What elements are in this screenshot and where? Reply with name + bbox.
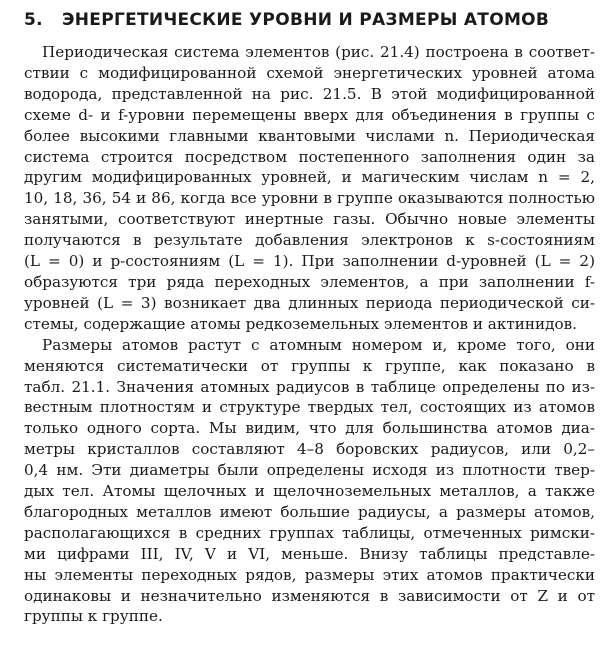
text-line: благородных металлов имеют большие радиусы, а размеры атомов,	[24, 502, 595, 521]
text-line: получаются в результате добавления электронов к s-состояниям	[24, 231, 595, 250]
text-line: ствии с модифицированной схемой энергетических уровней атома	[24, 63, 595, 82]
text-line: Периодическая система элементов (рис. 21.4) построена в соответ-	[42, 43, 595, 61]
text-line: метры кристаллов составляют 4–8 боровских радиусов, или 0,2–	[24, 440, 595, 459]
section-heading	[24, 8, 595, 32]
document-page	[24, 8, 595, 627]
text-line: дых тел. Атомы щелочных и щелочноземельных металлов, а также	[24, 482, 595, 501]
text-line: табл. 21.1. Значения атомных радиусов в таблице определены по из-	[24, 377, 595, 396]
text-line: группы к группе.	[24, 607, 163, 626]
text-line: водорода, представленной на рис. 21.5. В этой модифицированной	[24, 84, 595, 103]
text-line: только одного сорта. Мы видим, что для большинства атомов диа-	[24, 419, 595, 438]
text-line: (L = 0) и p-состояниям (L = 1). При заполнении d-уровней (L = 2)	[24, 252, 595, 271]
text-line: меняются систематически от группы к группе, как показано в	[24, 356, 595, 375]
text-line: ми цифрами III, IV, V и VI, меньше. Внизу таблицы представле-	[24, 544, 595, 563]
text-line: другим модифицированных уровней, и магическим числам n = 2,	[24, 168, 595, 187]
text-line: схеме d- и f-уровни перемещены вверх для объединения в группы с	[24, 105, 595, 124]
text-line: располагающихся в средних группах таблицы, отмеченных римски-	[24, 523, 595, 542]
text-line: система строится посредством постепенного заполнения один за	[24, 147, 595, 166]
section-number: 5.	[24, 10, 43, 30]
paragraph-1	[24, 42, 595, 335]
text-line: одинаковы и незначительно изменяются в зависимости от Z и от	[24, 586, 595, 605]
text-line: 10, 18, 36, 54 и 86, когда все уровни в группе оказываются полностью	[24, 189, 595, 208]
body-text	[24, 42, 595, 627]
text-line: занятыми, соответствуют инертные газы. Обычно новые элементы	[24, 210, 595, 229]
section-title: ЭНЕРГЕТИЧЕСКИЕ УРОВНИ И РАЗМЕРЫ АТОМОВ	[62, 10, 550, 30]
text-line: вестным плотностям и структуре твердых тел, состоящих из атомов	[24, 398, 595, 417]
text-line: более высокими главными квантовыми числами n. Периодическая	[24, 126, 595, 145]
text-line: Размеры атомов растут с атомным номером и, кроме того, они	[42, 335, 595, 354]
text-line: уровней (L = 3) возникает два длинных периода периодической си-	[24, 293, 595, 312]
text-line: ны элементы переходных рядов, размеры этих атомов практически	[24, 565, 595, 584]
text-line: 0,4 нм. Эти диаметры были определены исходя из плотности твер-	[24, 461, 595, 480]
paragraph-2	[24, 335, 595, 628]
text-line: стемы, содержащие атомы редкоземельных элементов и актинидов.	[24, 314, 577, 333]
text-line: образуются три ряда переходных элементов, а при заполнении f-	[24, 272, 595, 291]
